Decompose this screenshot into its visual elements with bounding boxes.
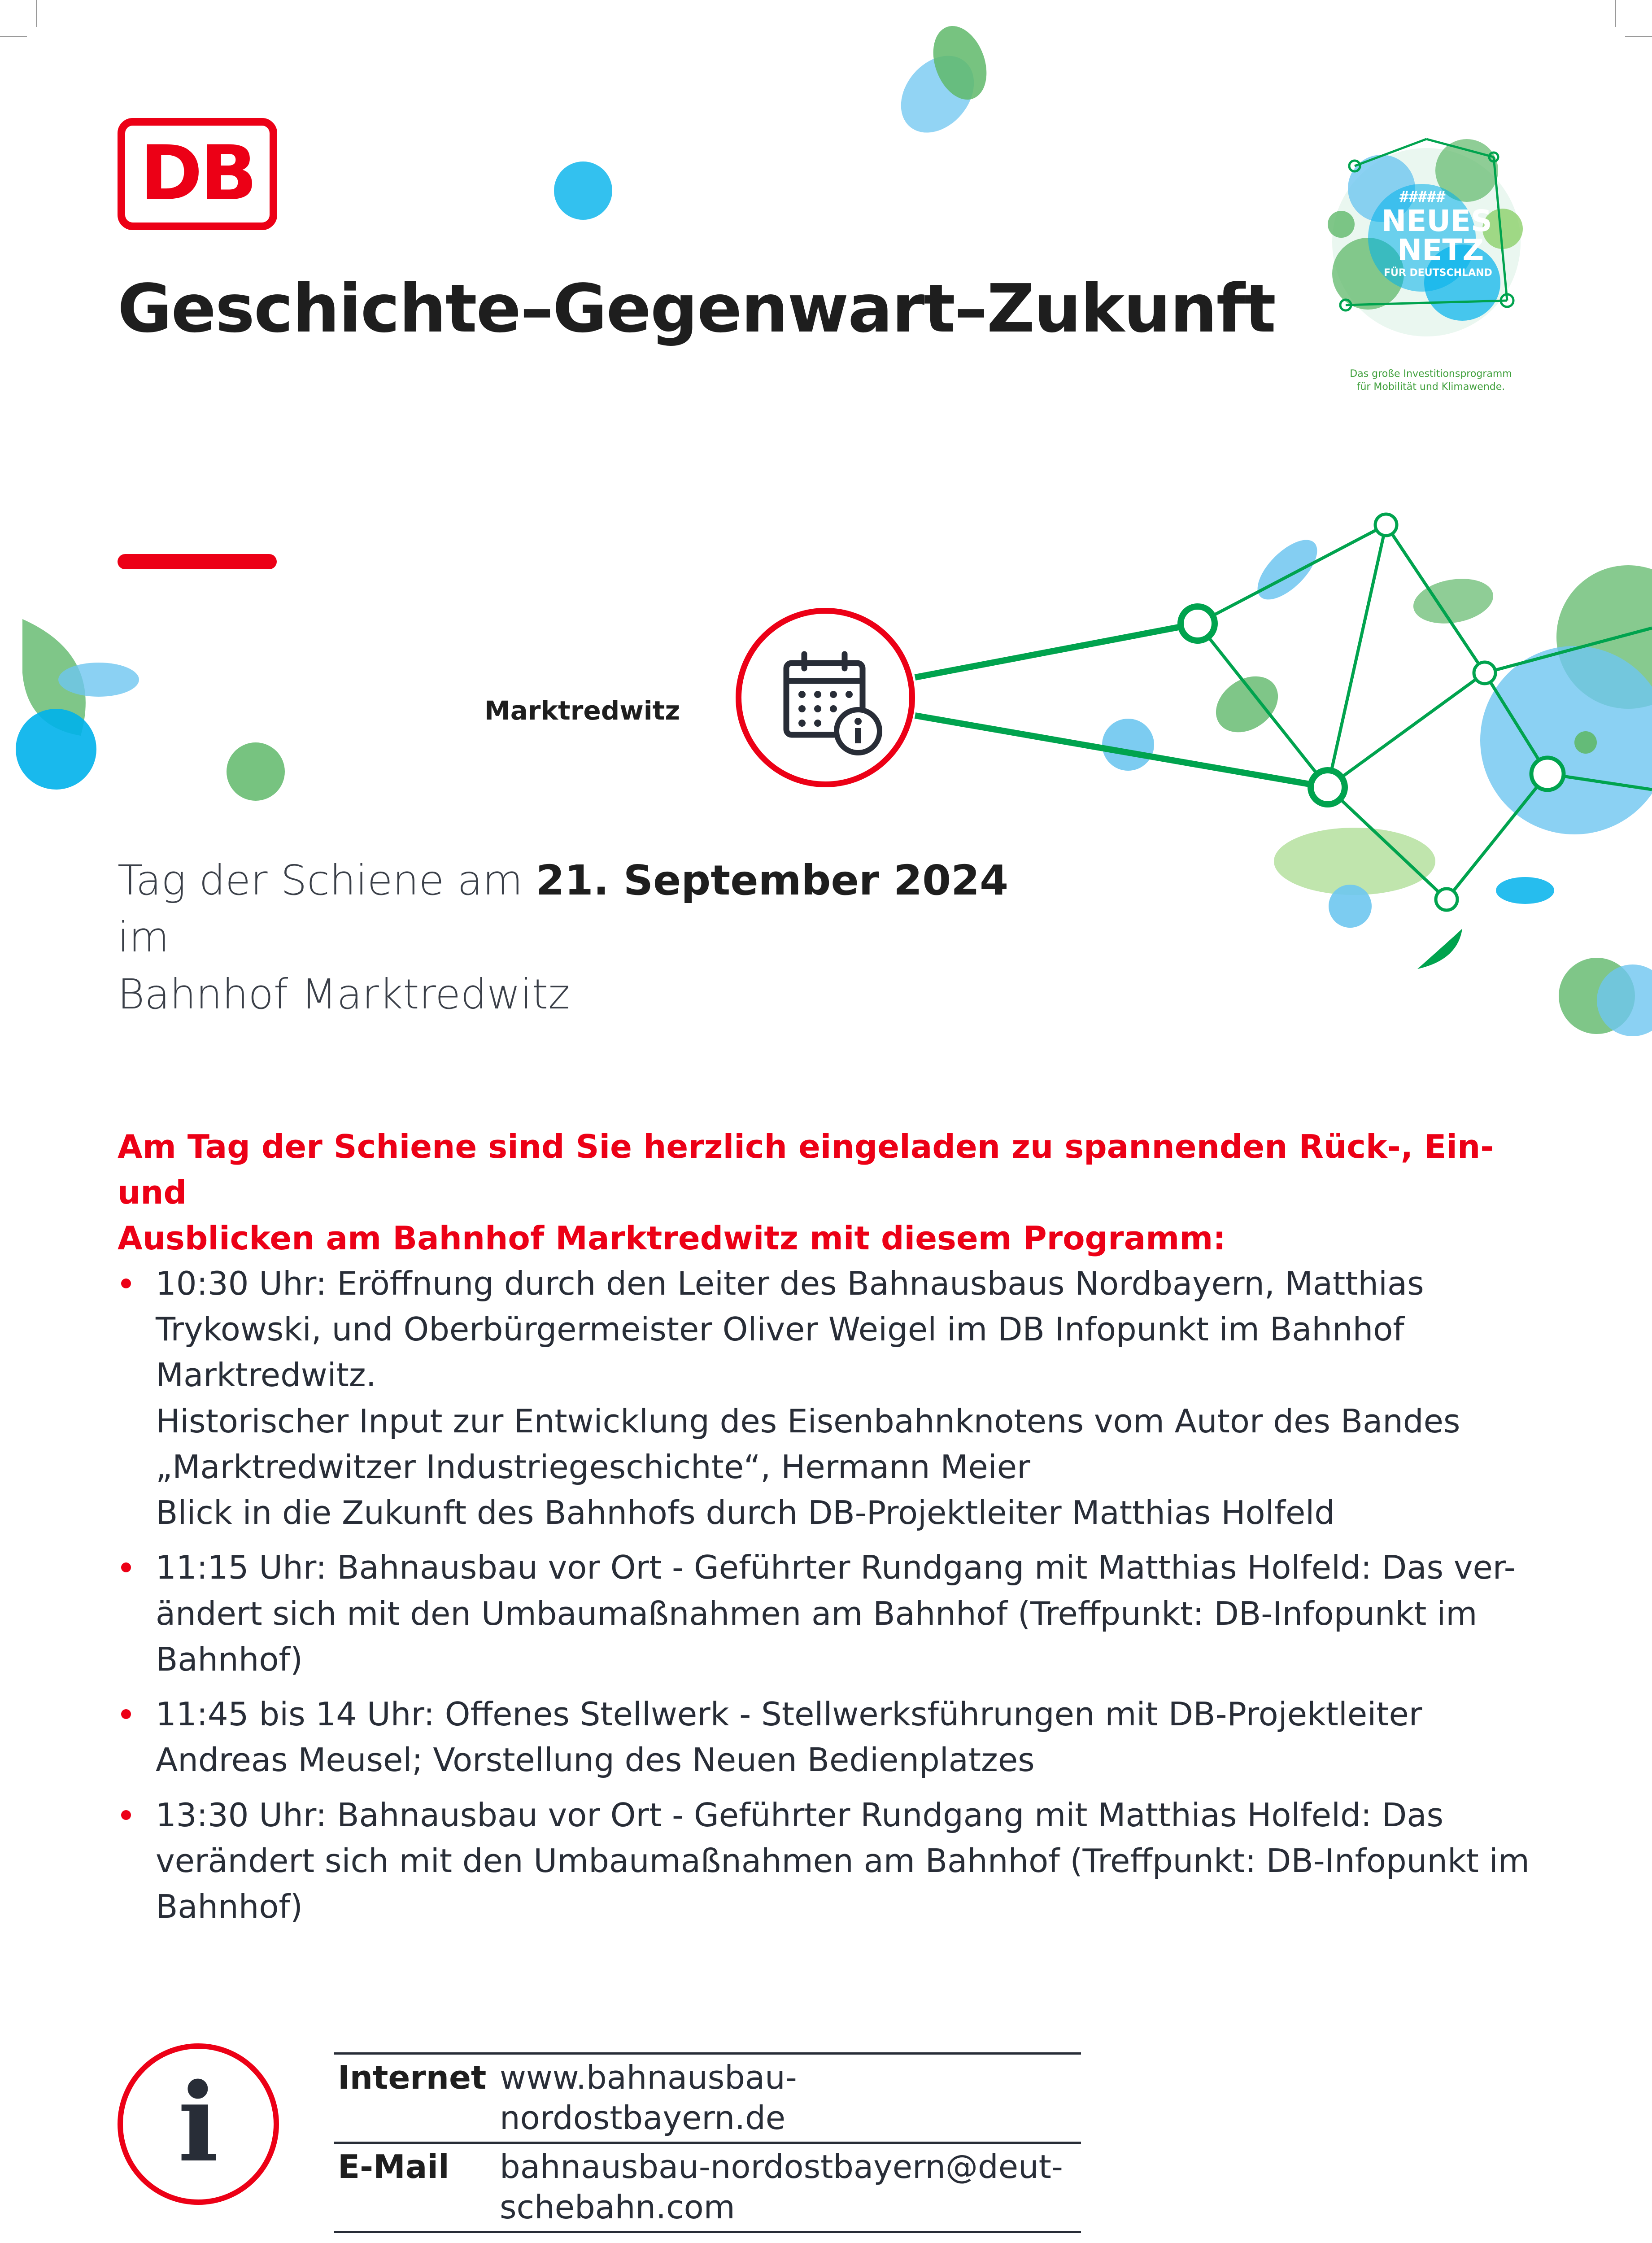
program-line: Historischer Input zur Entwicklung des Eisenbahnknotens vom Autor des Bandes (156, 1402, 1460, 1440)
internet-link[interactable]: www.bahnausbau-nordostbayern.de (500, 2059, 797, 2137)
program-line: 11:45 bis 14 Uhr: Offenes Stellwerk - Stellwerksführungen mit DB-Projektleiter (156, 1695, 1422, 1733)
bubble (1329, 885, 1372, 928)
leaf-shape (1274, 828, 1435, 895)
program-line: 10:30 Uhr: Eröffnung durch den Leiter des Bahnausbaus Nordbayern, Matthias (156, 1265, 1424, 1302)
program-list (118, 1261, 1530, 1938)
bubble (1574, 731, 1597, 754)
bubble (554, 161, 612, 220)
email-link[interactable] (496, 2143, 1081, 2232)
program-line: Bahnhof) (156, 1888, 303, 1926)
bubble (1102, 719, 1154, 771)
contact-row-internet (334, 2054, 1081, 2143)
bubble (1480, 646, 1652, 834)
program-line: Andreas Meusel; Vorstellung des Neuen Bedienplatzes (156, 1741, 1035, 1779)
svg-text:NEUES: NEUES (1382, 204, 1492, 238)
contact-row-email (334, 2143, 1081, 2232)
bubble (227, 742, 285, 801)
page-title: Geschichte–Gegenwart–Zukunft (118, 270, 1275, 347)
program-item (118, 1545, 1530, 1682)
leaf-shape (58, 663, 139, 697)
leaf-shape (1205, 665, 1289, 744)
program-line: 13:30 Uhr: Bahnausbau vor Ort - Geführter Rundgang mit Matthias Holfeld: Das (156, 1796, 1443, 1834)
caption-line: für Mobilität und Klimawende. (1356, 381, 1505, 393)
program-line: Bahnhof) (156, 1640, 303, 1678)
leaf-shape (1496, 877, 1554, 904)
program-item (118, 1261, 1530, 1536)
caption-line: Das große Investitionsprogramm (1350, 368, 1512, 380)
program-line: verändert sich mit den Umbaumaßnahmen am Bahnhof (Treffpunkt: DB-Infopunkt im (156, 1842, 1530, 1880)
program-line: Blick in die Zukunft des Bahnhofs durch DB-Projektleiter Matthias Holfeld (156, 1494, 1335, 1532)
neues-netz-caption (1314, 368, 1547, 393)
program-item (118, 1792, 1530, 1930)
internet-label: Internet (338, 2059, 487, 2096)
program-line: ändert sich mit den Umbaumaßnahmen am Bahnhof (Treffpunkt: DB-Infopunkt im (156, 1594, 1478, 1632)
accent-bar (118, 554, 277, 569)
program-item (118, 1691, 1530, 1783)
event-prefix: Tag der Schiene am (118, 856, 536, 904)
email-label: E-Mail (338, 2148, 449, 2186)
program-line: Trykowski, und Oberbürgermeister Oliver Weigel im DB Infopunkt im Bahnhof (156, 1310, 1404, 1348)
event-date: 21. September 2024 (536, 856, 1009, 904)
svg-text:NETZ: NETZ (1397, 233, 1484, 267)
program-line: 11:15 Uhr: Bahnausbau vor Ort - Geführter Rundgang mit Matthias Holfeld: Das ver- (156, 1549, 1516, 1587)
intro-line: Ausblicken am Bahnhof Marktredwitz mit diesem Programm: (118, 1219, 1226, 1257)
info-icon: i (118, 2043, 279, 2205)
intro-line: Am Tag der Schiene sind Sie herzlich eingeladen zu spannenden Rück-, Ein- und (118, 1128, 1494, 1212)
contact-table (334, 2052, 1081, 2233)
email-line: schebahn.com (500, 2188, 735, 2226)
neues-netz-logo (1314, 112, 1547, 363)
event-place: Bahnhof Marktredwitz (118, 970, 570, 1018)
event-suffix: im (118, 913, 170, 961)
svg-text:FÜR DEUTSCHLAND: FÜR DEUTSCHLAND (1384, 267, 1492, 279)
leaf-shape (1417, 929, 1462, 969)
intro-text (118, 1124, 1508, 1261)
location-label: Marktredwitz (484, 695, 680, 726)
event-headline (118, 852, 1059, 1023)
program-line: „Marktredwitzer Industriegeschichte“, Hermann Meier (156, 1448, 1030, 1486)
leaf-shape (1248, 530, 1327, 610)
svg-text:#####: ##### (1399, 188, 1446, 206)
program-line: Marktredwitz. (156, 1356, 376, 1394)
bubble (16, 709, 96, 790)
email-line: bahnausbau-nordostbayern@deut- (500, 2148, 1063, 2186)
db-logo: DB (118, 118, 277, 230)
calendar-info-icon (736, 608, 915, 787)
